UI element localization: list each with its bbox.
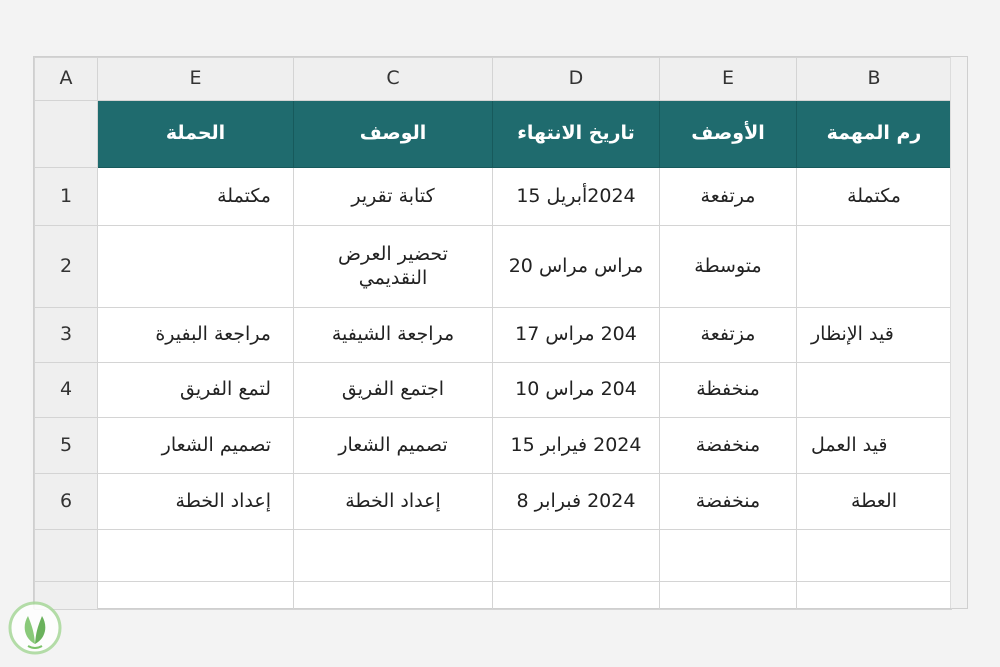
column-header-d[interactable]: D: [493, 58, 660, 101]
corner-cell[interactable]: [35, 101, 98, 168]
cell-campaign[interactable]: إعداد الخطة: [98, 474, 294, 530]
cell-campaign[interactable]: [98, 226, 294, 308]
column-header-a[interactable]: A: [35, 58, 98, 101]
vertical-scrollbar[interactable]: [950, 57, 967, 608]
header-cell-description[interactable]: الوصف: [294, 101, 493, 168]
empty-cell[interactable]: [493, 582, 660, 610]
cell-priority[interactable]: مزتفعة: [660, 308, 797, 363]
cell-due-date[interactable]: مراس مراس 20: [493, 226, 660, 308]
header-row: [35, 101, 952, 168]
cell-status[interactable]: قيد الإنظار: [797, 308, 952, 363]
cell-priority[interactable]: منخفضة: [660, 418, 797, 474]
cell-campaign[interactable]: تصميم الشعار: [98, 418, 294, 474]
cell-status[interactable]: [797, 363, 952, 418]
empty-cell[interactable]: [493, 530, 660, 582]
row-number[interactable]: 1: [35, 168, 98, 226]
table-row: [35, 418, 952, 474]
header-cell-campaign[interactable]: الحملة: [98, 101, 294, 168]
empty-row: [35, 530, 952, 582]
cell-due-date[interactable]: 204 مراس 17: [493, 308, 660, 363]
cell-description[interactable]: تصميم الشعار: [294, 418, 493, 474]
row-number[interactable]: [35, 530, 98, 582]
task-table: [34, 57, 952, 610]
empty-cell[interactable]: [294, 582, 493, 610]
row-number[interactable]: 2: [35, 226, 98, 308]
header-cell-due-date[interactable]: تاريخ الانتهاء: [493, 101, 660, 168]
cell-campaign[interactable]: مراجعة البفيرة: [98, 308, 294, 363]
cell-due-date[interactable]: 2024 فيرابر 15: [493, 418, 660, 474]
column-header-c[interactable]: C: [294, 58, 493, 101]
row-number[interactable]: 4: [35, 363, 98, 418]
table-row: [35, 226, 952, 308]
cell-due-date[interactable]: 2024أبريل 15: [493, 168, 660, 226]
cell-description[interactable]: كتابة تقرير: [294, 168, 493, 226]
empty-cell[interactable]: [98, 530, 294, 582]
cell-status[interactable]: مكتملة: [797, 168, 952, 226]
empty-cell[interactable]: [797, 530, 952, 582]
empty-cell[interactable]: [660, 530, 797, 582]
cell-priority[interactable]: مرتفعة: [660, 168, 797, 226]
row-number[interactable]: 3: [35, 308, 98, 363]
cell-campaign[interactable]: لتمع الفريق: [98, 363, 294, 418]
cell-description[interactable]: مراجعة الشيفية: [294, 308, 493, 363]
cell-priority[interactable]: منخفظة: [660, 363, 797, 418]
header-cell-task-id[interactable]: رم المهمة: [797, 101, 952, 168]
column-header-row: [35, 58, 952, 101]
column-header-b[interactable]: B: [797, 58, 952, 101]
cell-priority[interactable]: منخفضة: [660, 474, 797, 530]
leaf-logo-icon: [6, 600, 64, 658]
spreadsheet: [33, 56, 968, 609]
cell-status[interactable]: قيد العمل: [797, 418, 952, 474]
empty-cell[interactable]: [98, 582, 294, 610]
empty-cell[interactable]: [294, 530, 493, 582]
column-header-e2[interactable]: E: [660, 58, 797, 101]
cell-due-date[interactable]: 2024 فبرابر 8: [493, 474, 660, 530]
cell-status[interactable]: [797, 226, 952, 308]
table-row: [35, 474, 952, 530]
cell-status[interactable]: العطة: [797, 474, 952, 530]
cell-due-date[interactable]: 204 مراس 10: [493, 363, 660, 418]
cell-description[interactable]: إعداد الخطة: [294, 474, 493, 530]
header-cell-priority[interactable]: الأوصف: [660, 101, 797, 168]
table-row: [35, 308, 952, 363]
empty-cell[interactable]: [797, 582, 952, 610]
empty-cell[interactable]: [660, 582, 797, 610]
cell-description[interactable]: تحضير العرض النقديمي: [294, 226, 493, 308]
row-number[interactable]: 6: [35, 474, 98, 530]
cell-description[interactable]: اجتمع الفريق: [294, 363, 493, 418]
cell-priority[interactable]: متوسطة: [660, 226, 797, 308]
cell-campaign[interactable]: مكتملة: [98, 168, 294, 226]
empty-row: [35, 582, 952, 610]
row-number[interactable]: 5: [35, 418, 98, 474]
table-row: [35, 363, 952, 418]
column-header-e[interactable]: E: [98, 58, 294, 101]
table-row: [35, 168, 952, 226]
watermark-logo: [6, 600, 64, 658]
